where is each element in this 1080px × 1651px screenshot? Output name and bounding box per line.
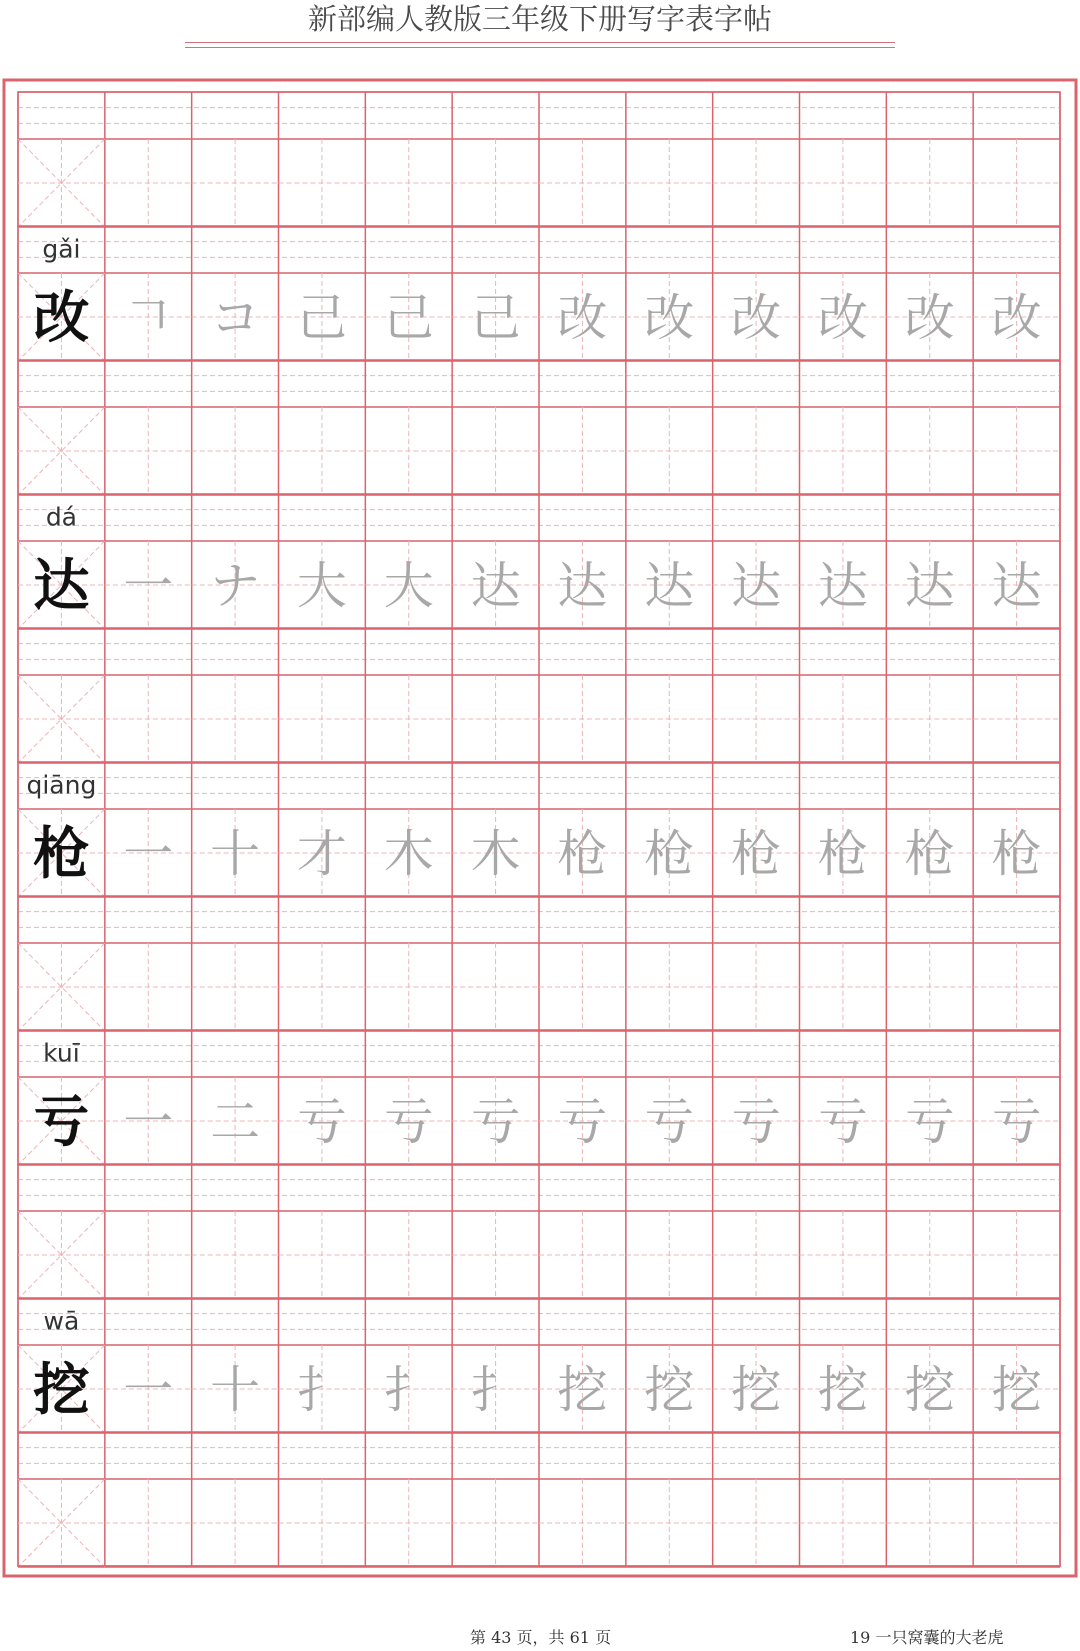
stroke-order-step: 挖	[904, 1361, 955, 1419]
stroke-order-step: 挖	[817, 1361, 868, 1419]
stroke-order-step: 改	[817, 289, 868, 347]
stroke-order-step: 枪	[731, 825, 782, 883]
stroke-order-step: 改	[731, 289, 782, 347]
stroke-order-step: 大	[383, 557, 434, 615]
stroke-order-step: 挖	[557, 1361, 608, 1419]
pinyin-label: dá	[45, 502, 78, 532]
stroke-order-step: 改	[991, 289, 1042, 347]
stroke-order-step: 亏	[383, 1093, 434, 1151]
stroke-order-step: 枪	[644, 825, 695, 883]
stroke-order-step: 己	[383, 289, 434, 347]
stroke-order-step: 达	[817, 557, 868, 615]
stroke-order-step: 达	[731, 557, 782, 615]
stroke-order-step: 大	[296, 557, 347, 615]
stroke-order-step: 一	[123, 557, 174, 615]
lesson-title: 19 一只窝囊的大老虎	[850, 1628, 1004, 1647]
stroke-order-step: 达	[991, 557, 1042, 615]
stroke-order-step: 才	[296, 825, 347, 883]
stroke-order-step: 达	[904, 557, 955, 615]
stroke-order-step: 亏	[904, 1093, 955, 1151]
model-character: 亏	[33, 1089, 90, 1155]
page-number: 第 43 页，共 61 页	[470, 1628, 612, 1647]
stroke-order-step: 亏	[296, 1093, 347, 1151]
stroke-order-step: 𠃍	[123, 289, 174, 347]
stroke-order-step: 木	[383, 825, 434, 883]
stroke-order-step: 二	[210, 1093, 261, 1151]
stroke-order-step: ナ	[210, 557, 261, 615]
stroke-order-step: 木	[470, 825, 521, 883]
model-character: 达	[33, 553, 90, 619]
stroke-order-step: 十	[210, 1361, 261, 1419]
model-character: 枪	[33, 821, 90, 887]
stroke-order-step: 亏	[731, 1093, 782, 1151]
stroke-order-step: 改	[904, 289, 955, 347]
stroke-order-step: 亏	[991, 1093, 1042, 1151]
stroke-order-step: 枪	[991, 825, 1042, 883]
stroke-order-step: 枪	[817, 825, 868, 883]
stroke-order-step: 十	[210, 825, 261, 883]
pinyin-label: gǎi	[42, 234, 81, 264]
stroke-order-step: 改	[644, 289, 695, 347]
stroke-order-step: 亏	[470, 1093, 521, 1151]
stroke-order-step: 挖	[731, 1361, 782, 1419]
stroke-order-step: 达	[557, 557, 608, 615]
pinyin-label: wā	[43, 1306, 80, 1336]
stroke-order-step: 一	[123, 1093, 174, 1151]
stroke-order-step: コ	[210, 289, 261, 347]
stroke-order-step: 挖	[991, 1361, 1042, 1419]
page-title: 新部编人教版三年级下册写字表字帖	[307, 2, 772, 36]
stroke-order-step: 改	[557, 289, 608, 347]
stroke-order-step: 达	[644, 557, 695, 615]
stroke-order-step: 达	[470, 557, 521, 615]
stroke-order-step: 己	[296, 289, 347, 347]
stroke-order-step: 扌	[383, 1361, 434, 1419]
stroke-order-step: 己	[470, 289, 521, 347]
model-character: 改	[33, 285, 90, 351]
stroke-order-step: 扌	[470, 1361, 521, 1419]
stroke-order-step: 枪	[904, 825, 955, 883]
stroke-order-step: 一	[123, 1361, 174, 1419]
pinyin-label: qiāng	[26, 770, 97, 800]
stroke-order-step: 亏	[557, 1093, 608, 1151]
stroke-order-step: 扌	[296, 1361, 347, 1419]
stroke-order-step: 枪	[557, 825, 608, 883]
stroke-order-step: 挖	[644, 1361, 695, 1419]
model-character: 挖	[33, 1357, 90, 1423]
stroke-order-step: 一	[123, 825, 174, 883]
pinyin-label: kuī	[43, 1038, 80, 1068]
stroke-order-step: 亏	[817, 1093, 868, 1151]
stroke-order-step: 亏	[644, 1093, 695, 1151]
